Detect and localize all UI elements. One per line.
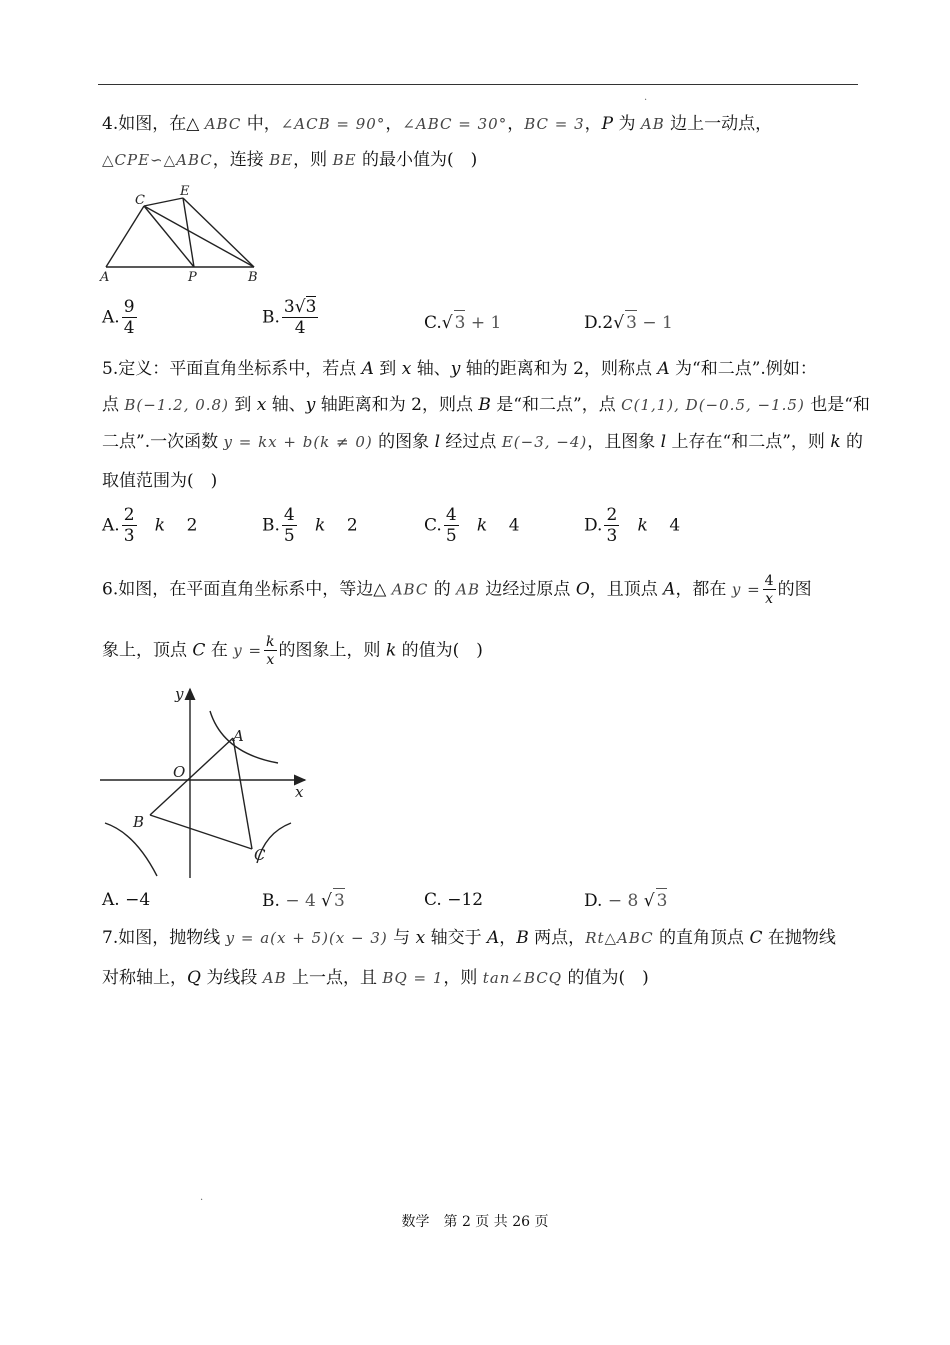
q4-line1: 4.如图，在△ ABC 中，∠ACB = 90°，∠ABC = 30°，BC = 3，P 为 AB 边上一动点， — [102, 114, 773, 134]
segment-BC — [150, 815, 252, 849]
q5-line2: 点 B(−1.2, 0.8) 到 x 轴、y 轴距离和为 2，则点 B 是“和二点”，点 C(1,1), D(−0.5, −1.5) 也是“和 — [102, 395, 870, 415]
label-A: A — [233, 727, 244, 745]
curve-y-4-over-x-q1 — [210, 711, 278, 763]
label-origin: O — [173, 763, 186, 781]
segment-EB — [183, 198, 254, 267]
segment-AC — [106, 206, 144, 267]
label-A: A — [100, 270, 110, 285]
q5-line1: 5.定义：平面直角坐标系中，若点 A 到 x 轴、y 轴的距离和为 2，则称点 A 为“和二点”.例如： — [102, 359, 817, 379]
q6-option-d[interactable]: D. − 8 √ 3 — [584, 888, 667, 913]
q6-line2: 象上，顶点 C 在 y = $\frac{k}{x}$ 的图象上，则 k 的值为( ) — [102, 634, 483, 668]
segment-CB — [144, 206, 254, 267]
label-P: P — [188, 270, 197, 285]
segment-CP — [144, 206, 194, 267]
scan-dot: . — [644, 92, 648, 103]
segment-CE — [144, 198, 183, 206]
label-C: C — [254, 846, 266, 864]
q7-line1: 7.如图，抛物线 y = a(x + 5)(x − 3) 与 x 轴交于 A，B 两点，Rt△ABC 的直角顶点 C 在抛物线 — [102, 928, 836, 948]
q6-option-a[interactable]: A. −4 — [102, 890, 151, 910]
q4-line2: △CPE∽△ABC，连接 BE，则 BE 的最小值为( ) — [102, 150, 478, 170]
q6-option-b[interactable]: B. − 4 √ 3 — [262, 888, 345, 913]
q6-option-c[interactable]: C. −12 — [424, 890, 484, 910]
segment-AB — [150, 738, 233, 815]
label-C: C — [135, 193, 145, 208]
label-B: B — [248, 270, 258, 285]
q4-option-c[interactable]: C.√ 3 + 1 — [424, 310, 501, 335]
label-E: E — [180, 184, 190, 199]
q7-line2: 对称轴上，Q 为线段 AB 上一点，且 BQ = 1，则 tan∠BCQ 的值为( ) — [102, 968, 649, 988]
q6-figure — [95, 683, 315, 883]
q5-option-c[interactable]: C. $\frac{4}{5}$ k 4 — [424, 505, 520, 546]
q5-option-b[interactable]: B. $\frac{4}{5}$ k 2 — [262, 505, 358, 546]
q5-option-a[interactable]: A. $\frac{2}{3}$ k 2 — [102, 505, 198, 546]
q4-option-b[interactable]: B. $\frac{3√3}{4}$ — [262, 297, 317, 338]
curve-y-4-over-x-q3 — [105, 823, 157, 876]
q4-figure — [98, 180, 268, 285]
q5-line4: 取值范围为( ) — [102, 471, 218, 491]
scan-dot: . — [200, 1192, 204, 1203]
header-rule — [98, 84, 858, 85]
label-y-axis: y — [175, 685, 184, 703]
q4-option-d[interactable]: D.2√ 3 − 1 — [584, 310, 673, 335]
label-x-axis: x — [295, 783, 304, 801]
q6-line1: 6.如图，在平面直角坐标系中，等边△ ABC 的 AB 边经过原点 O，且顶点 A，都在 y = $\frac{4}{x}$ 的图 — [102, 573, 812, 607]
page-footer: 数学 第 2 页 共 26 页 — [401, 1214, 549, 1230]
label-B: B — [133, 813, 145, 831]
q4-option-a[interactable]: A. $\frac{9}{4}$ — [102, 297, 135, 338]
q5-line3: 二点”.一次函数 y = kx + b(k ≠ 0) 的图象 l 经过点 E(−3, −4)，且图象 l 上存在“和二点”，则 k 的 — [102, 432, 864, 452]
q5-option-d[interactable]: D. $\frac{2}{3}$ k 4 — [584, 505, 681, 546]
